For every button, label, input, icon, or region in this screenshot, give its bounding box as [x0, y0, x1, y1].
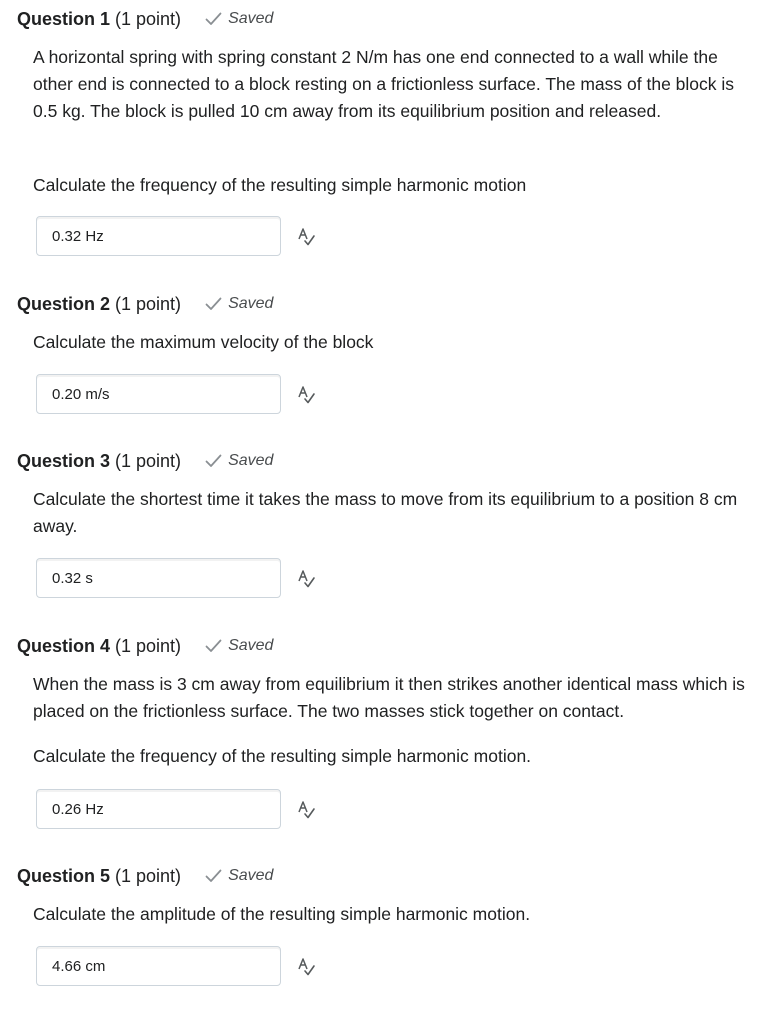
check-icon — [205, 297, 222, 311]
question-title: Question 1 — [17, 8, 111, 29]
answer-input[interactable]: 0.32 s — [36, 558, 281, 598]
check-icon — [205, 869, 222, 883]
question-header — [17, 6, 273, 32]
question-text: Calculate the amplitude of the resulting simple harmonic motion. — [33, 904, 531, 924]
answer-input[interactable]: 0.20 m/s — [36, 374, 281, 414]
question-points: (1 point) — [115, 635, 182, 656]
question-text: Calculate the maximum velocity of the block — [33, 332, 374, 352]
spellcheck-icon[interactable] — [296, 227, 316, 247]
check-icon — [205, 12, 222, 26]
check-icon — [205, 639, 222, 653]
question-header — [17, 448, 273, 474]
question-points: (1 point) — [115, 293, 182, 314]
spellcheck-icon[interactable] — [296, 800, 316, 820]
question-title: Question 2 — [17, 293, 111, 314]
answer-input[interactable]: 0.26 Hz — [36, 789, 281, 829]
question-text: A horizontal spring with spring constant 2 N/m has one end connected to a wall while the other end is connected to a block resting on a frictionless surface. The mass of the block is 0.5 kg. The block is pulled 10 cm away from its equilibrium position and released. — [33, 47, 735, 121]
spellcheck-icon[interactable] — [296, 957, 316, 977]
saved-label: Saved — [228, 637, 274, 654]
saved-label: Saved — [228, 452, 274, 469]
question-points: (1 point) — [115, 8, 182, 29]
spellcheck-icon[interactable] — [296, 385, 316, 405]
saved-status — [205, 637, 273, 655]
saved-status — [205, 867, 273, 885]
answer-input[interactable]: 0.32 Hz — [36, 216, 281, 256]
question-prompt: Calculate the frequency of the resulting simple harmonic motion. — [33, 746, 532, 766]
question-header — [17, 291, 273, 317]
question-text: Calculate the shortest time it takes the mass to move from its equilibrium to a position 8 cm away. — [33, 489, 738, 536]
saved-status — [205, 10, 273, 28]
saved-label: Saved — [228, 10, 274, 27]
saved-status — [205, 452, 273, 470]
saved-label: Saved — [228, 295, 274, 312]
question-points: (1 point) — [115, 450, 182, 471]
question-title: Question 3 — [17, 450, 111, 471]
question-header — [17, 863, 273, 889]
question-points: (1 point) — [115, 865, 182, 886]
question-text: When the mass is 3 cm away from equilibrium it then strikes another identical mass which is placed on the frictionless surface. The two masses stick together on contact. — [33, 674, 745, 721]
question-prompt: Calculate the frequency of the resulting simple harmonic motion — [33, 175, 527, 195]
answer-input[interactable]: 4.66 cm — [36, 946, 281, 986]
saved-status — [205, 295, 273, 313]
check-icon — [205, 454, 222, 468]
question-title: Question 4 — [17, 635, 111, 656]
question-title: Question 5 — [17, 865, 111, 886]
saved-label: Saved — [228, 867, 274, 884]
spellcheck-icon[interactable] — [296, 569, 316, 589]
question-header — [17, 633, 273, 659]
